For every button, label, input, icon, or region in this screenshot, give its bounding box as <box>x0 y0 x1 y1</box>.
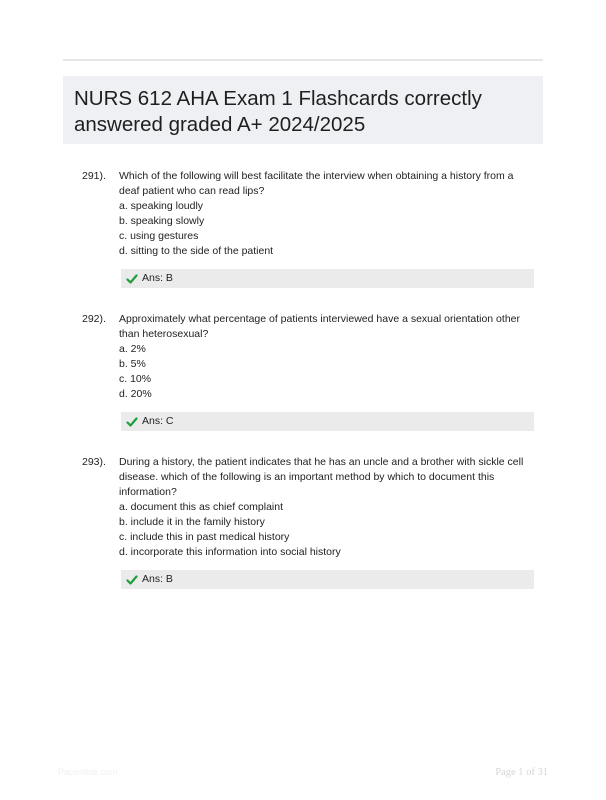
question-text: Which of the following will best facilitate the interview when obtaining a history from a deaf patient who can read lips? <box>119 170 514 197</box>
option-c: c. using gestures <box>119 230 199 242</box>
footer-watermark: Paperlibie.com <box>58 767 118 777</box>
title-box <box>63 76 543 144</box>
option-d: d. incorporate this information into social history <box>119 546 341 558</box>
option-b: b. include it in the family history <box>119 516 265 528</box>
page-number: Page 1 of 31 <box>495 767 548 778</box>
question-text: During a history, the patient indicates that he has an uncle and a brother with sickle cell disease. which of the following is an important method by which to document this information? <box>119 456 524 498</box>
question-number: 291). <box>82 170 106 182</box>
question-291 <box>82 169 542 259</box>
option-a: a. speaking loudly <box>119 200 204 212</box>
option-c: c. include this in past medical history <box>119 531 290 543</box>
options-list <box>119 199 534 259</box>
checkmark-icon <box>126 273 138 285</box>
question-body <box>119 169 534 259</box>
question-body <box>119 455 534 560</box>
answer-text: Ans: B <box>142 573 173 585</box>
option-b: b. speaking slowly <box>119 215 205 227</box>
answer-text: Ans: C <box>142 415 174 427</box>
option-b: b. 5% <box>119 358 146 370</box>
question-body <box>119 312 534 402</box>
checkmark-icon <box>126 574 138 586</box>
answer-bar-291 <box>121 269 534 288</box>
option-d: d. 20% <box>119 388 152 400</box>
option-c: c. 10% <box>119 373 152 385</box>
answer-bar-293 <box>121 570 534 589</box>
answer-text: Ans: B <box>142 272 173 284</box>
document-title: NURS 612 AHA Exam 1 Flashcards correctly answered graded A+ 2024/2025 <box>74 87 482 136</box>
options-list <box>119 342 534 402</box>
question-number: 292). <box>82 313 106 325</box>
option-d: d. sitting to the side of the patient <box>119 245 274 257</box>
answer-bar-292 <box>121 412 534 431</box>
question-293 <box>82 455 542 560</box>
top-divider <box>63 59 543 61</box>
question-number: 293). <box>82 456 106 468</box>
option-a: a. 2% <box>119 343 146 355</box>
question-text: Approximately what percentage of patients interviewed have a sexual orientation other than heterosexual? <box>119 313 520 340</box>
option-a: a. document this as chief complaint <box>119 501 284 513</box>
checkmark-icon <box>126 416 138 428</box>
question-292 <box>82 312 542 402</box>
options-list <box>119 500 534 560</box>
